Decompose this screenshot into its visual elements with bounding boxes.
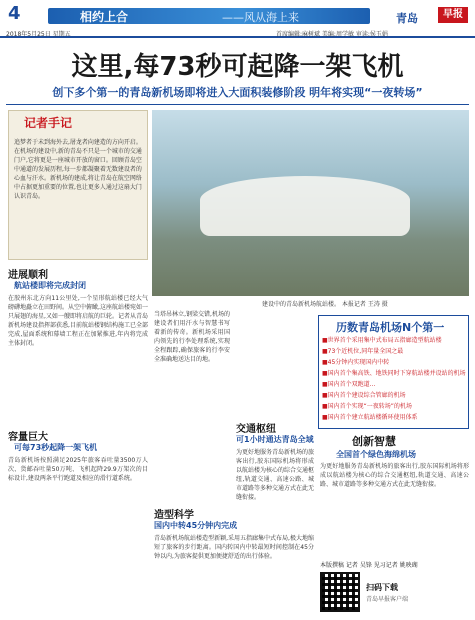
history-item: ■国内首个双跑道... — [322, 381, 376, 388]
divider — [6, 104, 469, 105]
section4-title: 造型科学 — [154, 510, 194, 521]
newspaper-logo: 青岛 — [396, 12, 418, 25]
history-item: ■45分钟内实现国内中转 — [322, 359, 390, 366]
qr-label: 扫码下载 — [366, 583, 398, 592]
section3-text: 当塔吊林立,钢梁交错,机场的建设者们用汗水与智慧书写着新的传奇。新机场采用国内领先的行李处理系统,实现全程跟踪,确保旅客的行李安全准确地送达目的地。 — [154, 311, 230, 363]
qr-code-icon[interactable] — [320, 572, 360, 612]
innovation-title: 创新智慧 — [352, 435, 396, 448]
editors-line: 首席编辑:麻树斌 美编:周学敏 审读:侯玉娟 — [276, 31, 388, 38]
section2-subtitle: 可每73秒起降一架飞机 — [14, 443, 98, 452]
qr-sublabel: 青岛早报客户端 — [366, 596, 409, 603]
page-number: 4 — [8, 3, 21, 24]
newspaper-logo-badge: 早报 — [438, 7, 468, 23]
section1-text: 在胶州东北方向11公里处,一个星形航站楼已经大气磅礴地矗立在田野间。从空中俯瞰,这座航站楼宛如一只展翅的海星,又如一艘即将启航的巨轮。记者从青岛新机场建设指挥部获悉,目前航站楼钢结构施工已全部完成,屋面系统和幕墙工程正在加紧推进,年内将完成主体封闭。 — [8, 295, 148, 347]
terminal-building-shape — [200, 176, 410, 236]
section1-subtitle: 航站楼即将完成封闭 — [14, 281, 86, 290]
byline-credits: 本版撰稿 记者 吴锋 见习记者 姚映瑚 — [320, 562, 418, 569]
reporter-note-text: 追梦者于未到海外去,屠龙者向建造的方向开启。在机场的建设中,新的青岛不只是一个城市的交通门户,它将更是一座城市开放的窗口。回顾青岛空中通道的发展历程,每一步都凝聚着无数建设者的心血与汗水。新机场的建成,将让青岛在航空网络中占据更加重要的位置,也让更多人通过这扇大门认识青岛。 — [14, 139, 142, 200]
section4-text: 青岛新机场航站楼造型新颖,采用五指廊集中式布局,极大地缩短了旅客的步行距离。国内转国内中转最短时间控制在45分钟以内,为旅客提供更加便捷舒适的出行体验。 — [154, 535, 314, 560]
photo-caption: 建设中的青岛新机场航站楼。 本报记者 王涛 摄 — [262, 301, 388, 308]
banner-title: 相约上合 — [80, 10, 129, 24]
banner-tagline: ——风从海上来 — [222, 11, 299, 24]
innovation-subtitle: 全国首个绿色海绵机场 — [336, 450, 416, 459]
section5-subtitle: 可1小时通达青岛全域 — [236, 435, 314, 444]
section5-text: 为更好地服务青岛新机场的旅客出行,胶东国际机场将形成以航站楼为核心的综合交通枢纽,轨道交通、高速公路、城市道路等多种交通方式在此无缝衔接。 — [236, 449, 314, 501]
section2-title: 容量巨大 — [8, 432, 48, 443]
section4-subtitle: 国内中转45分钟内完成 — [154, 521, 238, 530]
subheadline: 创下多个第一的青岛新机场即将进入大面积装修阶段 明年将实现“一夜转场” — [52, 86, 423, 99]
history-item: ■世界首个采用集中式布局五指廊造型航站楼 — [322, 337, 442, 344]
history-item: ■73个近机位,同年量全国之最 — [322, 348, 404, 355]
section2-text: 青岛新机场按照满足2025年旅客吞吐量3500万人次、货邮吞吐量50万吨、飞机起降29.9万架次的目标设计,建设两条平行跑道及相应的滑行道系统。 — [8, 457, 148, 482]
innovation-text: 为更好地服务青岛新机场的旅客出行,胶东国际机场将形成以航站楼为核心的综合交通枢纽,轨道交通、高速公路、城市道路等多种交通方式在此无缝衔接。 — [320, 463, 469, 488]
history-item: ■国内首个集高铁、地铁同时下穿航站楼并设站的机场 — [322, 370, 466, 377]
reporter-note-title: 记者手记 — [24, 116, 73, 130]
section1-title: 进展顺利 — [8, 270, 48, 281]
section5-title: 交通枢纽 — [236, 424, 276, 435]
issue-date: 2018年5月25日 星期五 — [6, 31, 71, 38]
headline: 这里,每73秒可起降一架飞机 — [71, 52, 404, 82]
history-item: ■国内首个建立航站楼循环使用体系 — [322, 414, 418, 421]
history-item: ■国内首个实现“一夜转场”的机场 — [322, 403, 412, 410]
history-item: ■国内首个建设综合管廊的机场 — [322, 392, 406, 399]
history-title: 历数青岛机场N个第一 — [336, 321, 445, 334]
